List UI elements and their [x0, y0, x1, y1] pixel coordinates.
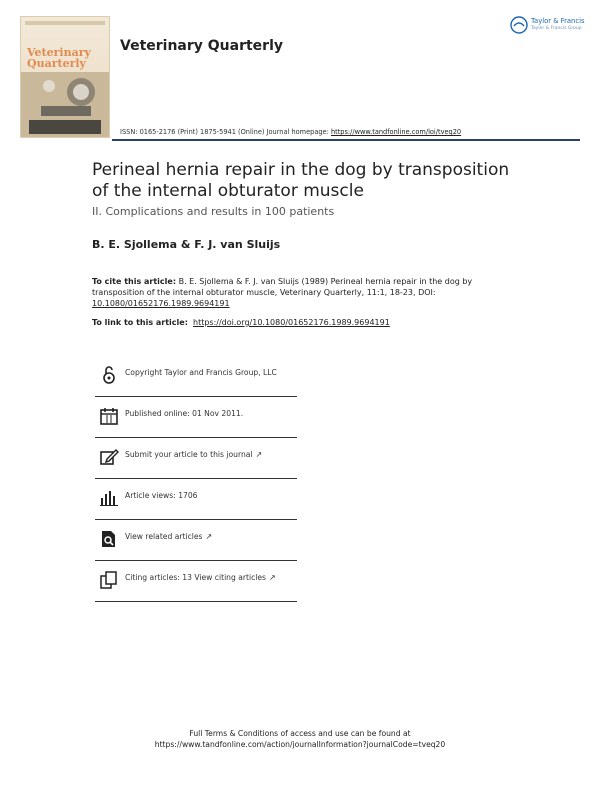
submit-article-label: Submit your article to this journal: [125, 450, 253, 459]
publisher-logo-text: Taylor & Francis: [531, 17, 585, 25]
article-doi-url-link[interactable]: https://doi.org/10.1080/01652176.1989.9694191: [193, 318, 390, 327]
microscope-illustration: [21, 72, 109, 138]
footer-journal-info-link[interactable]: https://www.tandfonline.com/action/journalInformation?journalCode=tveq20: [154, 740, 446, 749]
article-authors: B. E. Sjollema & F. J. van Sluijs: [92, 238, 281, 251]
article-title: Perineal hernia repair in the dog by transposition of the internal obturator muscle: [92, 160, 510, 201]
issn-line: [120, 128, 461, 136]
citing-articles-icon: [99, 570, 119, 590]
journal-homepage-link[interactable]: https://www.tandfonline.com/loi/tveq20: [330, 128, 462, 136]
bar-chart-icon: [99, 488, 119, 508]
citing-articles-label: Citing articles: 13 View citing articles: [125, 573, 266, 582]
submit-article-link[interactable]: [125, 450, 262, 459]
journal-title: Veterinary Quarterly: [120, 38, 284, 54]
document-search-icon: [99, 529, 119, 549]
issn-text: ISSN: 0165-2176 (Print) 1875-5941 (Online) Journal homepage:: [120, 128, 331, 136]
published-online-item: [95, 397, 297, 438]
copyright-label: Copyright Taylor and Francis Group, LLC: [125, 368, 277, 377]
citation-label: To cite this article:: [92, 277, 177, 286]
citation-text: B. E. Sjollema & F. J. van Sluijs (1989) Perineal hernia repair in the dog by transposition of the internal obturator muscle, Veterinary Quarterly, 11:1, 18-23, DOI:: [92, 277, 473, 297]
header-divider: [112, 139, 580, 141]
article-views-item: [95, 479, 297, 520]
related-articles-label: View related articles: [125, 532, 203, 541]
publisher-logo-subtext: Taylor & Francis Group: [531, 26, 582, 31]
external-link-icon: ↗: [205, 532, 213, 541]
article-subtitle: II. Complications and results in 100 patients: [92, 205, 335, 218]
related-articles-item[interactable]: [95, 520, 297, 561]
submit-article-item[interactable]: [95, 438, 297, 479]
external-link-icon: ↗: [255, 450, 263, 459]
journal-cover-image: [20, 16, 110, 138]
edit-icon: [99, 447, 119, 467]
link-label: To link to this article:: [92, 318, 188, 327]
citing-articles-link[interactable]: [125, 573, 276, 582]
article-views-label: Article views: 1706: [125, 491, 198, 500]
publisher-logo-icon: [510, 16, 528, 34]
link-line: [92, 318, 390, 327]
copyright-item: [95, 356, 297, 397]
published-online-label: Published online: 01 Nov 2011.: [125, 409, 244, 418]
calendar-icon: [99, 406, 119, 426]
external-link-icon: ↗: [269, 573, 276, 582]
open-access-lock-icon: [99, 365, 119, 385]
related-articles-link[interactable]: [125, 532, 212, 541]
citation-doi-link[interactable]: 10.1080/01652176.1989.9694191: [92, 299, 230, 308]
citing-articles-item[interactable]: [95, 561, 297, 602]
footer-terms-text: Full Terms & Conditions of access and use can be found at: [189, 729, 411, 738]
cover-top-bar: [25, 21, 105, 25]
citation-block: [92, 276, 492, 309]
cover-title: Veterinary Quarterly: [27, 46, 91, 70]
publisher-logo[interactable]: [510, 16, 590, 36]
terms-footer: [0, 728, 600, 750]
